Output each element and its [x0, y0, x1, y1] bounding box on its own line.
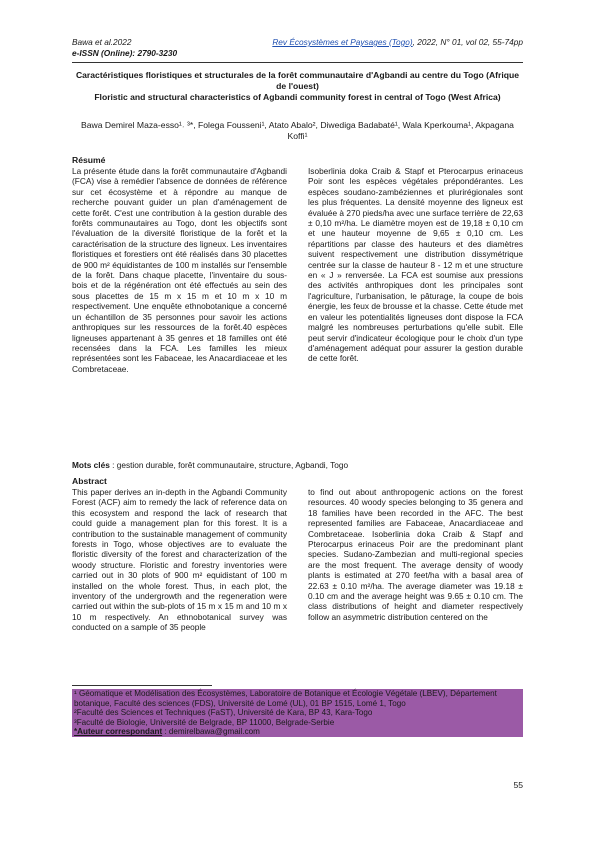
abstract-text-right: to find out about anthropogenic actions on the forest resources. 40 woody species belonging to 35 genera and 18 families have been recorded in the AFC. The best represented families are Fabaceae, Anacardiaceae and Combretaceae. Isoberlinia doka Craib & Stapf and Pterocarpus erinaceus Poir are the predominant plant species. Sudano-Zambezian and multi-regional species are the most frequent. The average density of woody plants is estimated at 270 feet/ha with a basal area of 22.63 ± 0.10 m²/ha. The average diameter was 19.18 ± 0.10 cm and the average height was 9.65 ± 0.10 cm. The class distributions of height and diameter respectively follow an asymmetric distribution centered on the	[308, 487, 523, 622]
resume-text-right: Isoberlinia doka Craib & Stapf et Pterocarpus erinaceus Poir sont les espèces végétales prépondérantes. Les espèces soudano-zambéziennes et plurirégionales sont les plus fréquentes. La densité moyenne des ligneux est évaluée à 270 pieds/ha avec une surface terrière de 22,63 ± 0,10 m²/ha. Le diamètre moyen est de 19,18 ± 0,10 cm et une hauteur moyenne de 9,65 ± 0,10 cm. Les répartitions par classe des hauteurs et des diamètres suivent respectivement une distribution dissymétrique centrée sur la classe de hauteur 8 - 12 m et une structure en « J » renversée. La FCA est soumise aux pressions des activités anthropiques dont les principales sont l'agriculture, l'urbanisation, le pâturage, la coupe de bois énergie, les feux de brousse et la chasse. Cette étude met en valeur les potentialités ligneuses dont dispose la FCA malgré les nombreuses perturbations qu'elle subit. Elle peut servir d'indicateur écologique pour le choix d'un type d'aménagement adéquat pour assurer la gestion durable de cette forêt.	[308, 166, 523, 364]
corresponding-author	[72, 727, 523, 737]
corresponding-author-label: *Auteur correspondant	[74, 727, 163, 737]
footnote-box	[72, 689, 523, 737]
footnote-affiliation-3: ³Faculté de Biologie, Université de Belgrade, BP 11000, Belgrade-Serbie	[74, 717, 335, 727]
abstract-column-right	[308, 487, 523, 622]
header-divider	[72, 62, 523, 63]
resume-heading: Résumé	[72, 155, 106, 165]
issn: e-ISSN (Online): 2790-3230	[72, 48, 178, 58]
abstract-column-left	[72, 487, 287, 633]
footnote-affiliation-2: ²Faculté des Sciences et Techniques (FaST), Université de Kara, BP 43, Kara-Togo	[74, 708, 373, 718]
footnote-divider	[72, 685, 212, 686]
page-number: 55	[513, 780, 523, 790]
keywords-text: : gestion durable, forêt communautaire, structure, Agbandi, Togo	[109, 460, 349, 470]
author-list: Bawa Demirel Maza-esso¹˒ ³*, Folega Fousseni¹, Atato Abalo², Diwediga Badabaté¹, Wala Kperkouma¹, Akpagana Koffi¹	[81, 120, 514, 142]
title-block	[72, 70, 523, 104]
resume-text-left: La présente étude dans la forêt communautaire d'Agbandi (FCA) vise à remédier l'absence de données de référence sur cet écosystème et à répondre au manque de recherche pouvant guider un plan d'aménagement de cette forêt. C'est une contribution à la gestion durable des forêts communautaires au Togo, dont les objectifs sont l'évaluation de la diversité floristique de la forêt et la caractérisation de la structure des ligneux. Les inventaires floristiques et forestiers ont été réalisés dans 30 placettes de 900 m² équidistantes de 100 m installés sur l'ensemble de la forêt. Dans chaque placette, l'inventaire du sous-bois et de la régénération ont été effectués au sein des sous placettes de 15 m x 15 m et 10 m x 10 m respectivement. Une enquête ethnobotanique a concerné un échantillon de 35 personnes pour savoir les actions anthropiques sur les ressources de la forêt.40 espèces ligneuses appartenant à 35 genres et 18 familles ont été recensées dans la FCA. Les familles les mieux représentées sont les Fabaceae, les Anacardiaceae et les Combretaceae.	[72, 166, 287, 374]
resume-column-right	[308, 166, 523, 364]
citation: Bawa et al.2022	[72, 37, 132, 47]
resume-column-left	[72, 166, 287, 374]
abstract-text-left: This paper derives an in-depth in the Agbandi Community Forest (ACF) aim to remedy the lack of reference data on this ecosystem and respond the lack of research that could guide a management plan for this forest. It is a contribution to the sustainable management of community forests in Togo, whose objectives are to evaluate the floristic diversity of the forest and characterization of the woody structure. Floristic and forestry inventories were carried out in 30 plots of 900 m² equidistant of 100 m installed on the whole forest. Thus, in each plot, the inventory of the undergrowth and the regeneration were carried out within the sub-plots of 15 m x 15 m and 10 m x 10 m respectively. An ethnobotanical survey was conducted on a sample of 35 people	[72, 487, 287, 633]
footnote-affiliation-1: ¹ Géomatique et Modélisation des Écosystèmes, Laboratoire de Botanique et Écologie Végétale (LBEV), Département botanique, Faculté des sciences (FDS), Université de Lomé (UL), 01 BP 1515, Lomé 1, Togo	[74, 689, 497, 708]
journal-link[interactable]: Rev Écosystèmes et Paysages (Togo)	[272, 37, 413, 47]
corresponding-author-email: : demirelbawa@gmail.com	[162, 727, 260, 737]
title-english: Floristic and structural characteristics of Agbandi community forest in central of Togo (West Africa)	[94, 92, 501, 103]
keywords-label: Mots clés	[72, 460, 110, 470]
running-header-right	[272, 37, 523, 47]
running-header-left	[72, 37, 177, 59]
volume-info: , 2022, N° 01, vol 02, 55-74pp	[412, 37, 523, 47]
keywords	[72, 460, 348, 470]
abstract-heading: Abstract	[72, 476, 107, 486]
title-french: Caractéristiques floristiques et structurales de la forêt communautaire d'Agbandi au centre du Togo (Afrique de l'ouest)	[75, 70, 520, 92]
